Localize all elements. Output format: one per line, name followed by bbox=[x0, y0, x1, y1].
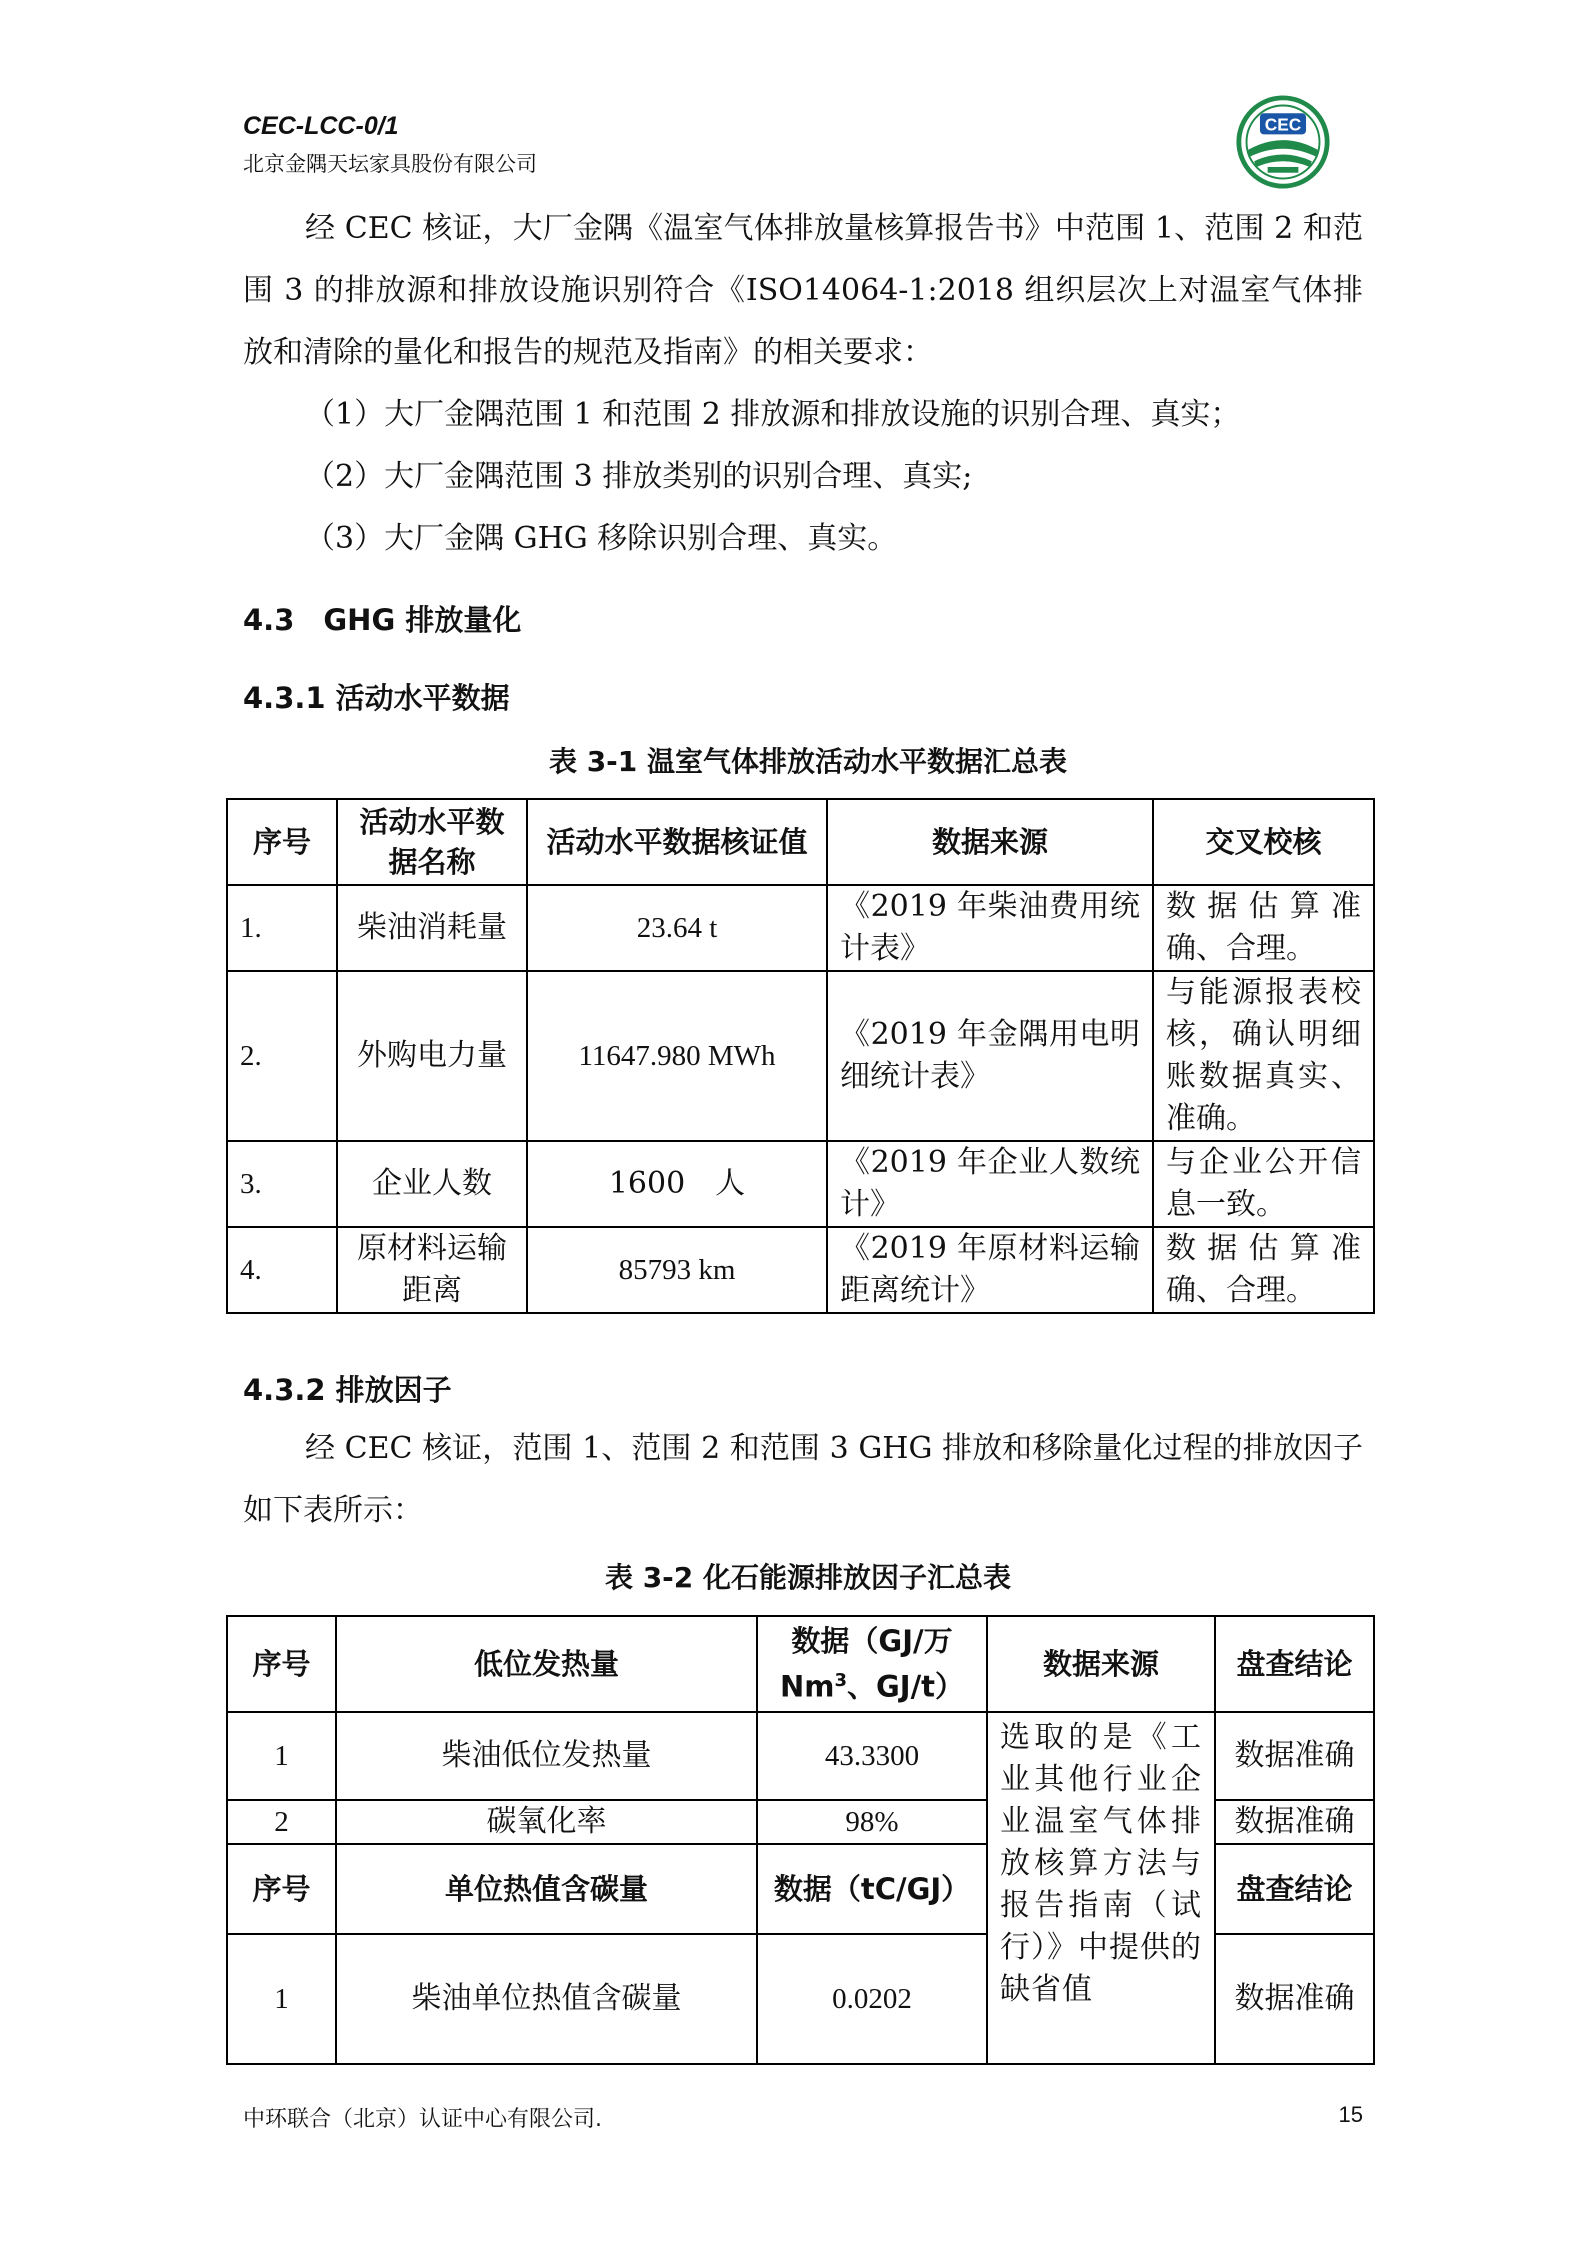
table-cell: 外购电力量 bbox=[337, 971, 527, 1141]
document-code: CEC-LCC-0/1 bbox=[243, 112, 399, 140]
table-cell: 1. bbox=[227, 885, 337, 971]
intro-paragraph: 经 CEC 核证，大厂金隅《温室气体排放量核算报告书》中范围 1、范围 2 和范围 3 的排放源和排放设施识别符合《ISO14064-1:2018 组织层次上对温室气体排放和清除的量化和报告的规范及指南》的相关要求： bbox=[243, 211, 1363, 370]
header-cell: 盘查结论 bbox=[1215, 1844, 1374, 1934]
table-cell: 43.3300 bbox=[757, 1712, 987, 1800]
header-cell: 单位热值含碳量 bbox=[336, 1844, 757, 1934]
table-cell: 数据准确 bbox=[1215, 1712, 1374, 1800]
header-cell: 数据来源 bbox=[827, 799, 1153, 885]
table-cell: 85793 km bbox=[527, 1227, 827, 1313]
header-cell bbox=[757, 1616, 987, 1712]
header-cell: 活动水平数据名称 bbox=[337, 799, 527, 885]
table-cell: 2 bbox=[227, 1800, 336, 1844]
intro-section bbox=[243, 198, 1363, 570]
table-cell: 4. bbox=[227, 1227, 337, 1313]
factor-paragraph: 经 CEC 核证，范围 1、范围 2 和范围 3 GHG 排放和移除量化过程的排放因子如下表所示： bbox=[243, 1431, 1363, 1528]
table-cell: 23.64 t bbox=[527, 885, 827, 971]
header-cell: 交叉校核 bbox=[1153, 799, 1374, 885]
table-cell: 《2019 年企业人数统计》 bbox=[827, 1141, 1153, 1227]
table1-caption: 表 3-1 温室气体排放活动水平数据汇总表 bbox=[548, 745, 1068, 778]
table-cell: 数据估算准确、合理。 bbox=[1153, 885, 1374, 971]
table-cell: 1 bbox=[227, 1712, 336, 1800]
table-cell: 数据准确 bbox=[1215, 1800, 1374, 1844]
header-line: 数据（GJ/万 bbox=[791, 1624, 953, 1659]
emission-factor-table bbox=[226, 1615, 1375, 2065]
section-heading-4-3-1: 4.3.1 活动水平数据 bbox=[243, 681, 510, 715]
table-row bbox=[227, 885, 1374, 971]
table-row bbox=[227, 971, 1374, 1141]
header-cell: 序号 bbox=[227, 1844, 336, 1934]
table-cell: 柴油消耗量 bbox=[337, 885, 527, 971]
header-cell: 盘查结论 bbox=[1215, 1616, 1374, 1712]
list-item: （3）大厂金隅 GHG 移除识别合理、真实。 bbox=[305, 521, 898, 556]
activity-data-table bbox=[226, 798, 1375, 1314]
section-heading-4-3-2: 4.3.2 排放因子 bbox=[243, 1373, 452, 1407]
section-heading-4-3: 4.3 GHG 排放量化 bbox=[243, 603, 522, 637]
factor-section bbox=[243, 1418, 1363, 1542]
table-cell: 《2019 年原材料运输距离统计》 bbox=[827, 1227, 1153, 1313]
table-cell: 2. bbox=[227, 971, 337, 1141]
table-cell: 《2019 年金隅用电明细统计表》 bbox=[827, 971, 1153, 1141]
header-cell: 活动水平数据核证值 bbox=[527, 799, 827, 885]
table-cell: 0.0202 bbox=[757, 1934, 987, 2064]
page-number: 15 bbox=[1338, 2102, 1363, 2127]
table-row bbox=[227, 1141, 1374, 1227]
table-cell: 与企业公开信息一致。 bbox=[1153, 1141, 1374, 1227]
header-cell: 序号 bbox=[227, 1616, 336, 1712]
table-cell: 1600 人 bbox=[527, 1141, 827, 1227]
header-cell: 数据（tC/GJ） bbox=[757, 1844, 987, 1934]
company-name: 北京金隅天坛家具股份有限公司 bbox=[243, 152, 537, 176]
table-cell: 柴油单位热值含碳量 bbox=[336, 1934, 757, 2064]
table-row bbox=[227, 1712, 1374, 1800]
table-cell: 柴油低位发热量 bbox=[336, 1712, 757, 1800]
table-cell: 碳氧化率 bbox=[336, 1800, 757, 1844]
data-source-cell: 选取的是《工业其他行业企业温室气体排放核算方法与报告指南（试行）》中提供的缺省值 bbox=[987, 1712, 1215, 2064]
table-cell: 企业人数 bbox=[337, 1141, 527, 1227]
table-header-row bbox=[227, 1616, 1374, 1712]
header-cell: 序号 bbox=[227, 799, 337, 885]
superscript: 3 bbox=[834, 1670, 847, 1692]
table-cell: 98% bbox=[757, 1800, 987, 1844]
table-cell: 数据估算准确、合理。 bbox=[1153, 1227, 1374, 1313]
table-cell: 《2019 年柴油费用统计表》 bbox=[827, 885, 1153, 971]
list-item: （2）大厂金隅范围 3 排放类别的识别合理、真实; bbox=[305, 459, 973, 494]
header-line: Nm bbox=[779, 1669, 835, 1704]
table-cell: 原材料运输距离 bbox=[337, 1227, 527, 1313]
footer-org: 中环联合（北京）认证中心有限公司. bbox=[243, 2107, 602, 2132]
table-row bbox=[227, 1227, 1374, 1313]
table-cell: 11647.980 MWh bbox=[527, 971, 827, 1141]
cec-logo-icon bbox=[1235, 94, 1331, 190]
table-header-row bbox=[227, 799, 1374, 885]
table2-caption: 表 3-2 化石能源排放因子汇总表 bbox=[604, 1561, 1012, 1594]
header-cell: 数据来源 bbox=[987, 1616, 1215, 1712]
header-cell: 低位发热量 bbox=[336, 1616, 757, 1712]
table-cell: 与能源报表校核，确认明细账数据真实、准确。 bbox=[1153, 971, 1374, 1141]
table-cell: 数据准确 bbox=[1215, 1934, 1374, 2064]
table-cell: 1 bbox=[227, 1934, 336, 2064]
table-cell: 3. bbox=[227, 1141, 337, 1227]
header-line: 、GJ/t） bbox=[846, 1669, 965, 1704]
list-item: （1）大厂金隅范围 1 和范围 2 排放源和排放设施的识别合理、真实； bbox=[305, 397, 1241, 432]
svg-text:CEC: CEC bbox=[1264, 114, 1302, 135]
